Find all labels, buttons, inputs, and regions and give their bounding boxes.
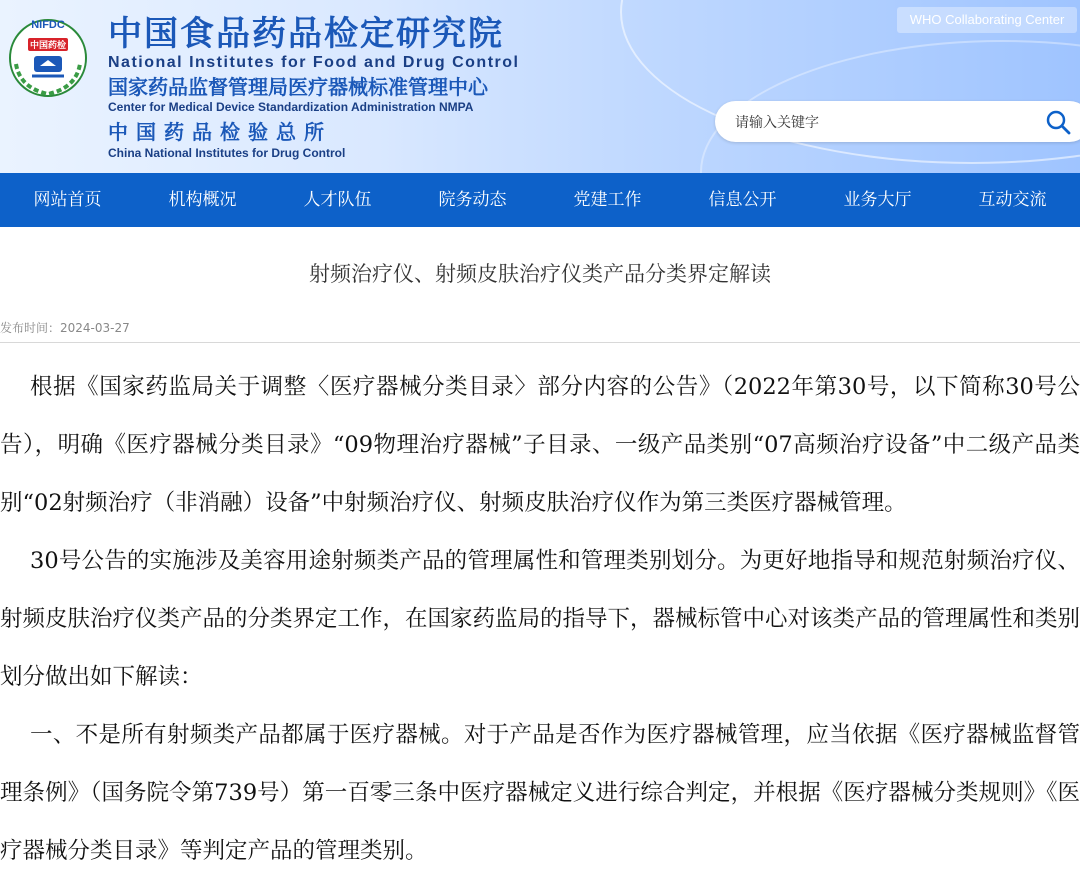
site-title-cn: 中国食品药品检定研究院 bbox=[108, 14, 504, 54]
site-title-en: National Institutes for Food and Drug Control bbox=[108, 54, 520, 71]
publish-date bbox=[0, 319, 130, 336]
article-paragraph: 30号公告的实施涉及美容用途射频类产品的管理属性和管理类别划分。为更好地指导和规范射频治疗仪、射频皮肤治疗仪类产品的分类界定工作，在国家药监局的指导下，器械标管中心对该类产品的管理属性和类别划分做出如下解读： bbox=[0, 548, 1080, 690]
nav-item-about[interactable]: 机构概况 bbox=[168, 190, 237, 210]
sub-org1-cn: 国家药品监督管理局医疗器械标准管理中心 bbox=[108, 75, 488, 99]
article-paragraph: 根据《国家药监局关于调整〈医疗器械分类目录〉部分内容的公告》（2022年第30号，以下简称30号公告），明确《医疗器械分类目录》“09物理治疗器械”子目录、一级产品类别“07高频治疗设备”中二级产品类别“02射频治疗（非消融）设备”中射频治疗仪、射频皮肤治疗仪作为第三类医疗器械管理。 bbox=[0, 374, 1080, 516]
nav-item-interaction[interactable]: 互动交流 bbox=[978, 190, 1047, 210]
sub-org1-en: Center for Medical Device Standardization Administration NMPA bbox=[108, 100, 474, 114]
nav-item-services[interactable]: 业务大厅 bbox=[843, 190, 912, 210]
nifdc-logo[interactable] bbox=[6, 14, 90, 98]
svg-text:NIFDC: NIFDC bbox=[31, 19, 65, 31]
nav-item-talent[interactable]: 人才队伍 bbox=[303, 190, 372, 210]
sub-org2-en: China National Institutes for Drug Control bbox=[108, 146, 346, 160]
article-title: 射频治疗仪、射频皮肤治疗仪类产品分类界定解读 bbox=[309, 262, 771, 286]
search-input[interactable] bbox=[733, 101, 1027, 144]
search-icon[interactable] bbox=[1045, 109, 1071, 135]
divider bbox=[0, 342, 1080, 343]
nav-item-party[interactable]: 党建工作 bbox=[573, 190, 642, 210]
publish-date-value: 2024-03-27 bbox=[60, 321, 130, 335]
who-collaborating-link[interactable]: WHO Collaborating Center bbox=[897, 7, 1077, 33]
site-header bbox=[0, 0, 1080, 173]
search-box bbox=[715, 101, 1080, 142]
svg-text:中国药检: 中国药检 bbox=[29, 41, 67, 51]
article-paragraph: 一、不是所有射频类产品都属于医疗器械。对于产品是否作为医疗器械管理，应当依据《医疗器械监督管理条例》（国务院令第739号）第一百零三条中医疗器械定义进行综合判定，并根据《医疗器械分类规则》《医疗器械分类目录》等判定产品的管理类别。 bbox=[0, 722, 1080, 864]
nav-item-news[interactable]: 院务动态 bbox=[438, 190, 507, 210]
site-title-block bbox=[108, 14, 519, 160]
nav-item-home[interactable]: 网站首页 bbox=[33, 190, 102, 210]
main-nav bbox=[0, 173, 1080, 227]
publish-label: 发布时间： bbox=[0, 321, 61, 335]
sub-org2-cn: 中国药品检验总所 bbox=[108, 120, 332, 144]
article-body bbox=[0, 358, 1080, 880]
nav-item-info[interactable]: 信息公开 bbox=[708, 190, 777, 210]
